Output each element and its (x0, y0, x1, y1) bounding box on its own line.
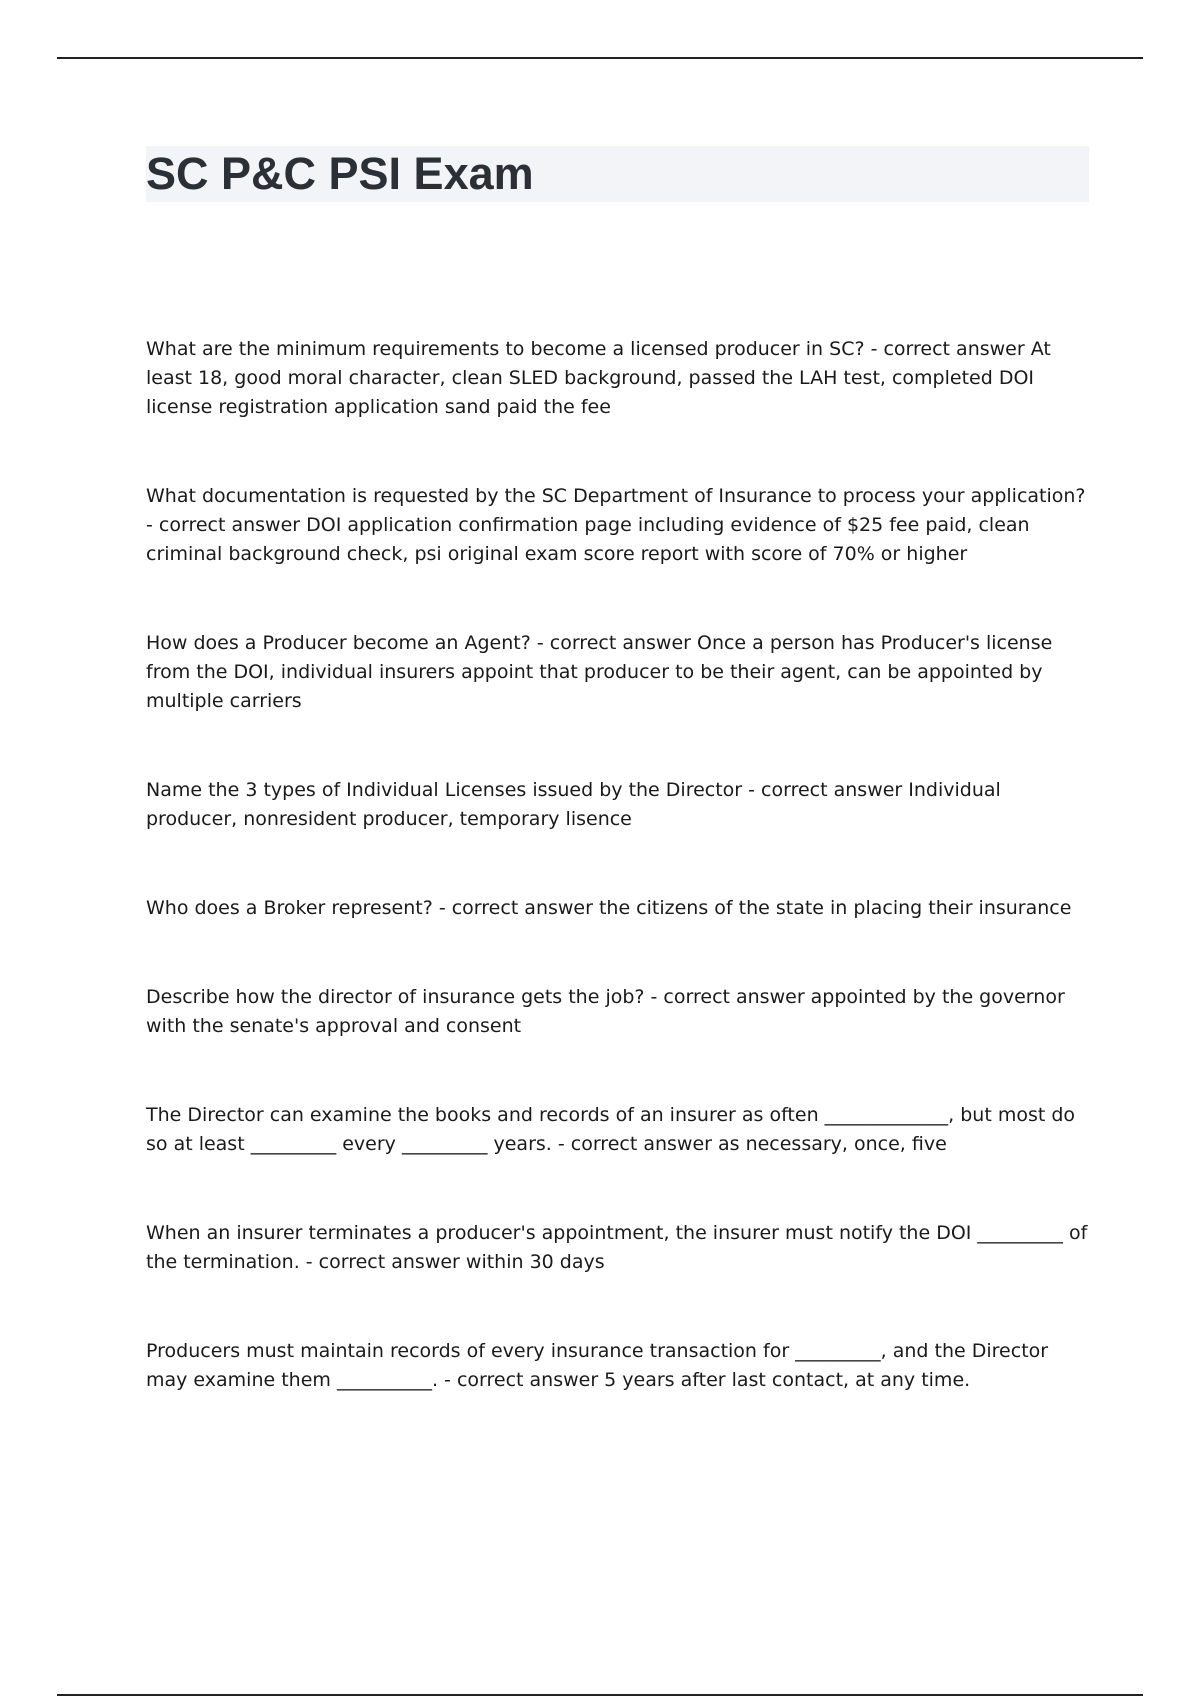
qa-item: What documentation is requested by the SC Department of Insurance to process your application? - correct answer DOI application confirmation page including evidence of $25 fee paid, clean criminal background check, psi original exam score report with score of 70% or higher (146, 485, 1086, 565)
top-divider (57, 57, 1143, 59)
qa-item: Name the 3 types of Individual Licenses issued by the Director - correct answer Individual producer, nonresident producer, temporary lisence (146, 779, 1001, 830)
document-title: SC P&C PSI Exam (146, 148, 534, 199)
bottom-divider (57, 1694, 1143, 1696)
qa-item: When an insurer terminates a producer's appointment, the insurer must notify the DOI _________ of the termination. - correct answer within 30 days (146, 1222, 1088, 1273)
qa-item: The Director can examine the books and records of an insurer as often _____________, but most do so at least _________ every _________ years. - correct answer as necessary, once, five (146, 1104, 1076, 1155)
qa-item: Producers must maintain records of every insurance transaction for _________, and the Director may examine them __________. - correct answer 5 years after last contact, at any time. (146, 1340, 1049, 1391)
qa-item: What are the minimum requirements to become a licensed producer in SC? - correct answer At least 18, good moral character, clean SLED background, passed the LAH test, completed DOI license registration application sand paid the fee (146, 338, 1051, 418)
qa-item: How does a Producer become an Agent? - correct answer Once a person has Producer's license from the DOI, individual insurers appoint that producer to be their agent, can be appointed by multiple carriers (146, 632, 1053, 712)
qa-list (146, 335, 1091, 1455)
qa-item: Describe how the director of insurance gets the job? - correct answer appointed by the governor with the senate's approval and consent (146, 986, 1065, 1037)
qa-item: Who does a Broker represent? - correct answer the citizens of the state in placing their insurance (146, 897, 1072, 919)
title-banner (146, 146, 1089, 202)
